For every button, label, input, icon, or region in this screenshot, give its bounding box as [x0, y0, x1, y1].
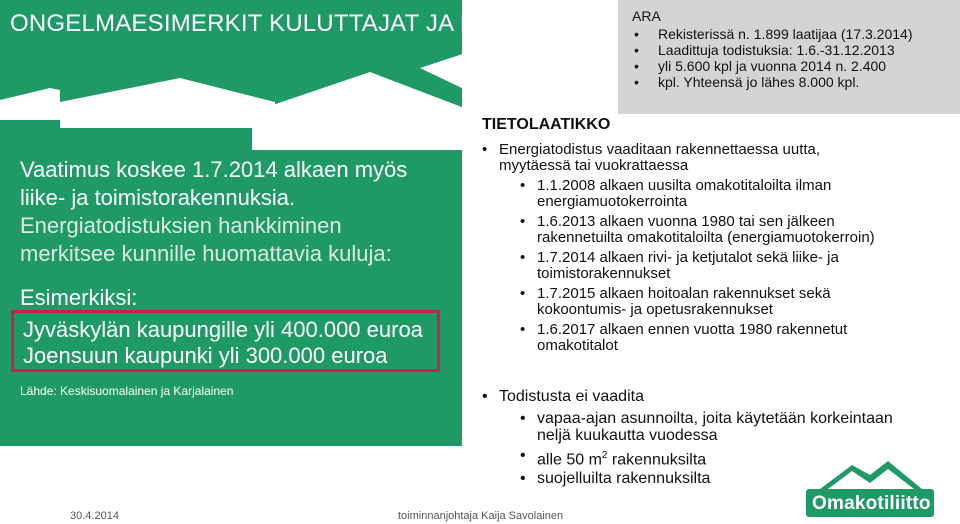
ara-item: • Rekisterissä n. 1.899 laatijaa (17.3.2014)	[632, 26, 960, 42]
requirement-line-1: Vaatimus koskee 1.7.2014 alkaen myös	[20, 157, 408, 182]
no-cert-item: • suojelluilta rakennuksilta	[520, 470, 711, 487]
ara-item: • Laadittuja todistuksia: 1.6.-31.12.2013	[632, 42, 960, 58]
cost-line-1: Energiatodistuksien hankkiminen	[20, 213, 342, 238]
highlight-line-jyvaskyla: Jyväskylän kaupungille yli 400.000 euroa	[23, 317, 423, 342]
ara-list	[632, 26, 960, 90]
highlight-line-joensuu: Joensuun kaupunki yli 300.000 euroa	[23, 343, 388, 368]
main-bullet: • Energiatodistus vaaditaan rakennettaessa uutta, myytäessä tai vuokrattaessa	[482, 141, 821, 174]
requirement-line-2: liike- ja toimistorakennuksia.	[20, 185, 296, 210]
slide-title: ONGELMAESIMERKIT KULUTTAJAT JA KUNNAT	[10, 10, 558, 37]
main-bullet-line: myytäessä tai vuokrattaessa	[499, 157, 689, 174]
sub-bullet-item: • 1.7.2015 alkaen hoitoalan rakennukset sekä kokoontumis- ja opetusrakennukset	[520, 285, 831, 318]
sub-bullet-item: • 1.1.2008 alkaen uusilta omakotitaloilta ilman energiamuotokerrointa	[520, 177, 832, 210]
logo-text: Omakotiliitto	[812, 493, 931, 514]
no-cert-item: • alle 50 $m^2$ rakennuksilta	[520, 447, 707, 469]
slide-date: 30.4.2014	[70, 510, 119, 522]
house-roof-center	[252, 72, 480, 150]
cost-line-2: merkitsee kunnille huomattavia kuluja:	[20, 241, 392, 266]
no-cert-item: • vapaa-ajan asunnoilta, joita käytetään korkeintaan neljä kuukautta vuodessa	[520, 410, 893, 444]
example-label: Esimerkiksi:	[20, 285, 138, 310]
source-note: Lähde: Keskisuomalainen ja Karjalainen	[20, 384, 234, 398]
no-cert-bullet: • Todistusta ei vaadita	[482, 388, 644, 405]
footer-name: toiminnanjohtaja Kaija Savolainen	[398, 510, 564, 522]
main-bullet-line: Energiatodistus vaaditaan rakennettaessa uutta,	[499, 141, 821, 158]
ara-title: ARA	[632, 8, 661, 24]
tietolaatikko-title: TIETOLAATIKKO	[482, 116, 611, 133]
sub-bullet-item: • 1.6.2013 alkaen vuonna 1980 tai sen jälkeen rakennetuilta omakotitaloilta (energiamuotokerroin)	[520, 213, 875, 246]
house-roof-small	[0, 88, 60, 120]
sub-bullet-list	[520, 178, 875, 358]
logo-roof-icon	[820, 461, 922, 489]
ara-item-continuation: • yli 5.600 kpl ja vuonna 2014 n. 2.400	[632, 58, 960, 74]
highlight-box	[11, 310, 440, 372]
sub-bullet-item: • 1.7.2014 alkaen rivi- ja ketjutalot sekä liike- ja toimistorakennukset	[520, 249, 839, 282]
ara-item-continuation: • kpl. Yhteensä jo lähes 8.000 kpl.	[632, 74, 960, 90]
no-cert-title: Todistusta ei vaadita	[499, 388, 644, 405]
ara-box	[618, 0, 960, 114]
house-roof-left	[60, 78, 275, 128]
sub-bullet-item: • 1.6.2017 alkaen ennen vuotta 1980 rakennetut omakotitalot	[520, 321, 848, 354]
